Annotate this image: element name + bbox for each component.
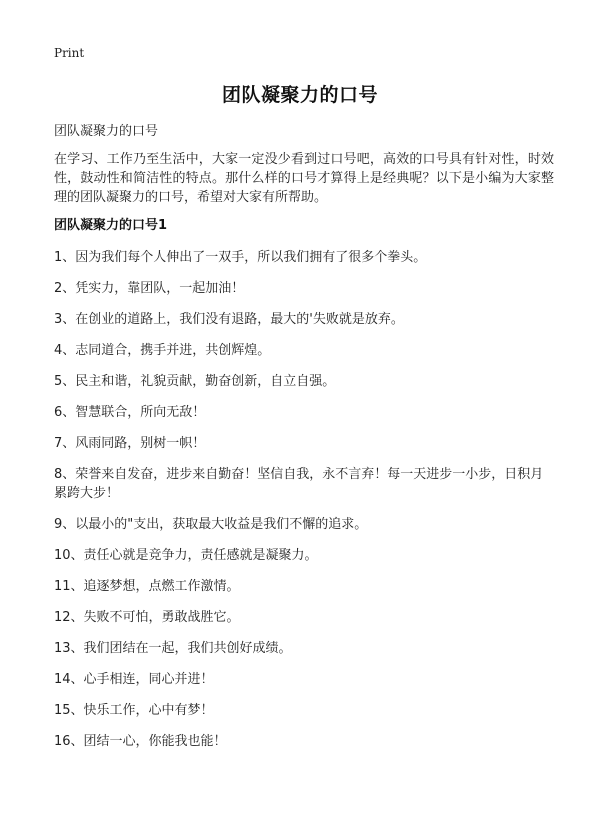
slogan-item: 6、智慧联合，所向无敌！ <box>54 405 206 420</box>
slogan-list <box>54 248 554 763</box>
page-title: 团队凝聚力的口号 <box>221 84 378 106</box>
slogan-item: 16、团结一心，你能我也能！ <box>54 734 227 749</box>
slogan-item: 11、追逐梦想，点燃工作激情。 <box>54 579 240 594</box>
slogan-item: 8、荣誉来自发奋，进步来自勤奋！坚信自我，永不言弃！每一天进步一小步，日积月累跨大步！ <box>54 467 544 501</box>
slogan-item: 4、志同道合，携手并进，共创辉煌。 <box>54 343 271 358</box>
slogan-item: 13、我们团结在一起，我们共创好成绩。 <box>54 641 292 656</box>
intro-paragraph: 在学习、工作乃至生活中，大家一定没少看到过口号吧，高效的口号具有针对性，时效性，鼓动性和简洁性的特点。那什么样的口号才算得上是经典呢？以下是小编为大家整理的团队凝聚力的口号，希望对大家有所帮助。 <box>54 152 554 205</box>
slogan-item: 9、以最小的"支出，获取最大收益是我们不懈的追求。 <box>54 517 368 532</box>
slogan-item: 14、心手相连，同心并进！ <box>54 672 214 687</box>
slogan-item: 3、在创业的道路上，我们没有退路，最大的'失败就是放弃。 <box>54 312 404 327</box>
slogan-item: 7、风雨同路，别树一帜！ <box>54 436 206 451</box>
subtitle: 团队凝聚力的口号 <box>54 124 159 139</box>
section-heading: 团队凝聚力的口号1 <box>54 218 168 233</box>
slogan-item: 1、因为我们每个人伸出了一双手，所以我们拥有了很多个拳头。 <box>54 250 427 265</box>
print-link[interactable]: Print <box>54 46 85 60</box>
slogan-item: 12、失败不可怕，勇敢战胜它。 <box>54 610 240 625</box>
slogan-item: 5、民主和谐，礼貌贡献，勤奋创新，自立自强。 <box>54 374 336 389</box>
slogan-item: 15、快乐工作，心中有梦！ <box>54 703 214 718</box>
slogan-item: 10、责任心就是竞争力，责任感就是凝聚力。 <box>54 548 318 563</box>
slogan-item: 2、凭实力，靠团队，一起加油！ <box>54 281 245 296</box>
